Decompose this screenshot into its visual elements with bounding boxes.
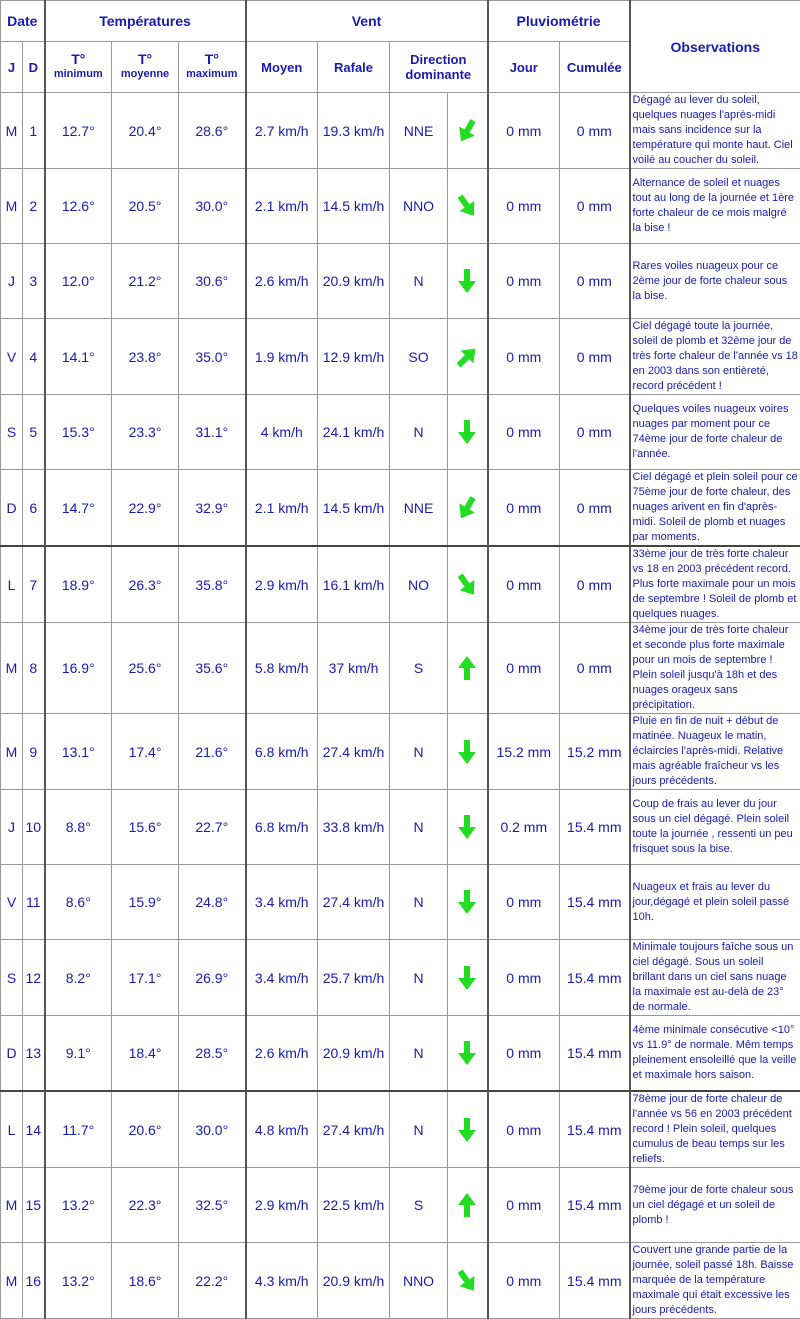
weekday-cell: L: [1, 1091, 23, 1168]
observation-cell: Dégagé au lever du soleil, quelques nuages l'après-midi mais sans incidence sur la température qui monte haut. Ciel voilé au coucher du soleil.: [630, 93, 800, 169]
header-date: Date: [1, 1, 45, 42]
header-rain-day: Jour: [488, 42, 560, 93]
weekday-cell: V: [1, 319, 23, 395]
header-wind: Vent: [246, 1, 488, 42]
weekday-cell: L: [1, 546, 23, 623]
rain-day-cell: 0 mm: [488, 470, 560, 547]
tmax-cell: 30.6°: [179, 244, 246, 319]
tavg-cell: 20.6°: [112, 1091, 179, 1168]
wind-gust-cell: 33.8 km/h: [318, 790, 390, 865]
wind-arrow-icon: [457, 1191, 477, 1219]
wind-arrow-cell: [448, 1016, 488, 1092]
rain-day-cell: 0 mm: [488, 319, 560, 395]
header-tmax: T° maximum: [179, 42, 246, 93]
wind-gust-cell: 37 km/h: [318, 623, 390, 714]
tmin-cell: 14.1°: [45, 319, 112, 395]
wind-arrow-icon: [457, 1267, 477, 1295]
wind-dir-cell: S: [390, 623, 448, 714]
observation-cell: 33ème jour de très forte chaleur vs 18 en 2003 précédent record. Plus forte maximale pour un mois de septembre ! Soleil de plomb et quelques nuages.: [630, 546, 800, 623]
wind-gust-cell: 25.7 km/h: [318, 940, 390, 1016]
wind-gust-cell: 19.3 km/h: [318, 93, 390, 169]
rain-cum-cell: 15.2 mm: [560, 714, 630, 790]
weekday-cell: M: [1, 169, 23, 244]
tmax-cell: 35.8°: [179, 546, 246, 623]
tmax-cell: 31.1°: [179, 395, 246, 470]
day-cell: 8: [23, 623, 45, 714]
wind-arrow-cell: [448, 169, 488, 244]
day-cell: 11: [23, 865, 45, 940]
wind-dir-cell: NNO: [390, 1243, 448, 1319]
wind-avg-cell: 1.9 km/h: [246, 319, 318, 395]
wind-arrow-cell: [448, 93, 488, 169]
tavg-cell: 15.9°: [112, 865, 179, 940]
rain-day-cell: 0 mm: [488, 1091, 560, 1168]
rain-cum-cell: 15.4 mm: [560, 940, 630, 1016]
wind-avg-cell: 2.9 km/h: [246, 1168, 318, 1243]
day-cell: 12: [23, 940, 45, 1016]
tmax-cell: 22.7°: [179, 790, 246, 865]
wind-arrow-cell: [448, 714, 488, 790]
wind-gust-cell: 20.9 km/h: [318, 244, 390, 319]
wind-dir-cell: NO: [390, 546, 448, 623]
tavg-cell: 17.1°: [112, 940, 179, 1016]
wind-arrow-cell: [448, 623, 488, 714]
tmax-cell: 21.6°: [179, 714, 246, 790]
wind-arrow-icon: [457, 267, 477, 295]
tmin-cell: 8.6°: [45, 865, 112, 940]
tavg-cell: 20.5°: [112, 169, 179, 244]
table-row: [1, 395, 800, 470]
wind-avg-cell: 4.8 km/h: [246, 1091, 318, 1168]
header-tavg: T° moyenne: [112, 42, 179, 93]
rain-cum-cell: 15.4 mm: [560, 1091, 630, 1168]
rain-day-cell: 0 mm: [488, 940, 560, 1016]
tavg-cell: 22.3°: [112, 1168, 179, 1243]
header-tmin: T° minimum: [45, 42, 112, 93]
tavg-cell: 15.6°: [112, 790, 179, 865]
wind-dir-cell: S: [390, 1168, 448, 1243]
tmin-cell: 13.2°: [45, 1243, 112, 1319]
tmax-cell: 30.0°: [179, 169, 246, 244]
wind-arrow-icon: [457, 343, 477, 371]
wind-arrow-icon: [457, 494, 477, 522]
tmin-cell: 12.0°: [45, 244, 112, 319]
day-cell: 1: [23, 93, 45, 169]
wind-avg-cell: 2.7 km/h: [246, 93, 318, 169]
tavg-cell: 26.3°: [112, 546, 179, 623]
observation-cell: 78ème jour de forte chaleur de l'année vs 56 en 2003 précédent record ! Plein soleil, quelques cumulus de beau temps sur les reliefs.: [630, 1091, 800, 1168]
weekday-cell: J: [1, 790, 23, 865]
rain-cum-cell: 15.4 mm: [560, 865, 630, 940]
table-row: [1, 623, 800, 714]
wind-arrow-cell: [448, 395, 488, 470]
weekday-cell: J: [1, 244, 23, 319]
rain-day-cell: 0 mm: [488, 546, 560, 623]
wind-arrow-icon: [457, 654, 477, 682]
table-row: [1, 546, 800, 623]
header-weekday: J: [1, 42, 23, 93]
wind-avg-cell: 6.8 km/h: [246, 790, 318, 865]
rain-cum-cell: 15.4 mm: [560, 1016, 630, 1092]
weekday-cell: M: [1, 1168, 23, 1243]
observation-cell: 4ème minimale consécutive <10° vs 11.9° de normale. Mêm temps pleinement ensoleillé que la veille et maximale hors saison.: [630, 1016, 800, 1092]
wind-dir-cell: N: [390, 790, 448, 865]
tmax-cell: 28.6°: [179, 93, 246, 169]
rain-cum-cell: 0 mm: [560, 319, 630, 395]
header-rain: Pluviométrie: [488, 1, 630, 42]
wind-arrow-icon: [457, 964, 477, 992]
rain-day-cell: 0 mm: [488, 93, 560, 169]
header-rain-cum: Cumulée: [560, 42, 630, 93]
wind-gust-cell: 14.5 km/h: [318, 169, 390, 244]
wind-dir-cell: N: [390, 1016, 448, 1092]
tavg-cell: 23.3°: [112, 395, 179, 470]
wind-avg-cell: 4.3 km/h: [246, 1243, 318, 1319]
observation-cell: Coup de frais au lever du jour sous un ciel dégagé. Plein soleil toute la journée , ressenti un peu frisquet sous la bise.: [630, 790, 800, 865]
rain-day-cell: 0 mm: [488, 1016, 560, 1092]
tmin-cell: 8.2°: [45, 940, 112, 1016]
day-cell: 9: [23, 714, 45, 790]
wind-dir-cell: SO: [390, 319, 448, 395]
header-wind-gust: Rafale: [318, 42, 390, 93]
table-row: [1, 865, 800, 940]
table-row: [1, 319, 800, 395]
rain-cum-cell: 0 mm: [560, 244, 630, 319]
tavg-cell: 23.8°: [112, 319, 179, 395]
rain-day-cell: 15.2 mm: [488, 714, 560, 790]
observation-cell: Ciel dégagé et plein soleil pour ce 75ème jour de forte chaleur, des nuages arivent en fin d'après-midi. Soleil de plomb et nuages par moments.: [630, 470, 800, 547]
wind-avg-cell: 2.9 km/h: [246, 546, 318, 623]
wind-dir-cell: N: [390, 714, 448, 790]
rain-day-cell: 0 mm: [488, 169, 560, 244]
wind-avg-cell: 2.6 km/h: [246, 244, 318, 319]
observation-cell: Quelques voiles nuageux voires nuages par moment pour ce 74ème jour de forte chaleur de l'année.: [630, 395, 800, 470]
wind-gust-cell: 16.1 km/h: [318, 546, 390, 623]
wind-arrow-icon: [457, 192, 477, 220]
wind-arrow-cell: [448, 1168, 488, 1243]
tmin-cell: 18.9°: [45, 546, 112, 623]
rain-day-cell: 0 mm: [488, 865, 560, 940]
wind-gust-cell: 12.9 km/h: [318, 319, 390, 395]
rain-day-cell: 0 mm: [488, 623, 560, 714]
wind-arrow-cell: [448, 865, 488, 940]
header-observations: Observations: [630, 1, 800, 93]
day-cell: 15: [23, 1168, 45, 1243]
wind-avg-cell: 3.4 km/h: [246, 940, 318, 1016]
rain-cum-cell: 0 mm: [560, 623, 630, 714]
rain-day-cell: 0 mm: [488, 1243, 560, 1319]
wind-dir-cell: N: [390, 865, 448, 940]
observation-cell: Couvert une grande partie de la journée, soleil passé 18h. Baisse marquée de la température maximale qui était excessive les jours précédents.: [630, 1243, 800, 1319]
tmin-cell: 12.7°: [45, 93, 112, 169]
observation-cell: Rares voiles nuageux pour ce 2ème jour de forte chaleur sous la bise.: [630, 244, 800, 319]
table-row: [1, 1091, 800, 1168]
tmin-cell: 13.2°: [45, 1168, 112, 1243]
observation-cell: 79ème jour de forte chaleur sous un ciel dégagé et un soleil de plomb !: [630, 1168, 800, 1243]
tavg-cell: 25.6°: [112, 623, 179, 714]
day-cell: 5: [23, 395, 45, 470]
wind-gust-cell: 20.9 km/h: [318, 1243, 390, 1319]
observation-cell: Minimale toujours faîche sous un ciel dégagé. Sous un soleil brillant dans un ciel sans nuage la maximale est au-delà de 23° de normale.: [630, 940, 800, 1016]
tmax-cell: 30.0°: [179, 1091, 246, 1168]
tmax-cell: 28.5°: [179, 1016, 246, 1092]
table-row: [1, 1243, 800, 1319]
tmax-cell: 32.5°: [179, 1168, 246, 1243]
tmax-cell: 26.9°: [179, 940, 246, 1016]
tmin-cell: 9.1°: [45, 1016, 112, 1092]
day-cell: 3: [23, 244, 45, 319]
header-temperatures: Températures: [45, 1, 246, 42]
wind-dir-cell: N: [390, 940, 448, 1016]
wind-arrow-cell: [448, 940, 488, 1016]
wind-avg-cell: 6.8 km/h: [246, 714, 318, 790]
wind-gust-cell: 20.9 km/h: [318, 1016, 390, 1092]
tmax-cell: 32.9°: [179, 470, 246, 547]
tmax-cell: 35.6°: [179, 623, 246, 714]
weekday-cell: M: [1, 93, 23, 169]
header-wind-avg: Moyen: [246, 42, 318, 93]
wind-dir-cell: NNE: [390, 470, 448, 547]
wind-arrow-cell: [448, 319, 488, 395]
table-row: [1, 93, 800, 169]
weekday-cell: V: [1, 865, 23, 940]
wind-arrow-icon: [457, 418, 477, 446]
observation-cell: Alternance de soleil et nuages tout au long de la journée et 1ère forte chaleur de ce mois malgré la bise !: [630, 169, 800, 244]
tmin-cell: 12.6°: [45, 169, 112, 244]
wind-arrow-icon: [457, 117, 477, 145]
header-day: D: [23, 42, 45, 93]
wind-gust-cell: 22.5 km/h: [318, 1168, 390, 1243]
tmax-cell: 24.8°: [179, 865, 246, 940]
wind-dir-cell: N: [390, 395, 448, 470]
wind-gust-cell: 27.4 km/h: [318, 714, 390, 790]
wind-arrow-icon: [457, 571, 477, 599]
wind-arrow-cell: [448, 546, 488, 623]
tmax-cell: 35.0°: [179, 319, 246, 395]
tavg-cell: 17.4°: [112, 714, 179, 790]
day-cell: 6: [23, 470, 45, 547]
wind-avg-cell: 2.1 km/h: [246, 169, 318, 244]
wind-arrow-icon: [457, 1116, 477, 1144]
observation-cell: 34ème jour de très forte chaleur et seconde plus forte maximale pour un mois de septembre ! Plein soleil jusqu'à 18h et des nuages orageux sans précipitation.: [630, 623, 800, 714]
tavg-cell: 18.6°: [112, 1243, 179, 1319]
wind-arrow-cell: [448, 470, 488, 547]
rain-cum-cell: 15.4 mm: [560, 1243, 630, 1319]
weekday-cell: M: [1, 1243, 23, 1319]
day-cell: 4: [23, 319, 45, 395]
wind-dir-cell: N: [390, 1091, 448, 1168]
table-row: [1, 470, 800, 547]
table-row: [1, 940, 800, 1016]
wind-arrow-icon: [457, 888, 477, 916]
tmin-cell: 13.1°: [45, 714, 112, 790]
tmin-cell: 8.8°: [45, 790, 112, 865]
table-row: [1, 790, 800, 865]
tmin-cell: 16.9°: [45, 623, 112, 714]
wind-dir-cell: NNE: [390, 93, 448, 169]
observation-cell: Ciel dégagé toute la journée, soleil de plomb et 32ème jour de très forte chaleur de l'année vs 18 en 2003 dans son entièreté, record précédent !: [630, 319, 800, 395]
rain-day-cell: 0 mm: [488, 395, 560, 470]
day-cell: 2: [23, 169, 45, 244]
table-row: [1, 169, 800, 244]
tmin-cell: 14.7°: [45, 470, 112, 547]
wind-avg-cell: 2.1 km/h: [246, 470, 318, 547]
wind-dir-cell: NNO: [390, 169, 448, 244]
wind-gust-cell: 14.5 km/h: [318, 470, 390, 547]
rain-cum-cell: 0 mm: [560, 169, 630, 244]
tavg-cell: 21.2°: [112, 244, 179, 319]
rain-cum-cell: 0 mm: [560, 93, 630, 169]
tmin-cell: 15.3°: [45, 395, 112, 470]
tmax-cell: 22.2°: [179, 1243, 246, 1319]
wind-arrow-cell: [448, 790, 488, 865]
rain-cum-cell: 0 mm: [560, 546, 630, 623]
day-cell: 13: [23, 1016, 45, 1092]
wind-dir-cell: N: [390, 244, 448, 319]
day-cell: 10: [23, 790, 45, 865]
weekday-cell: S: [1, 940, 23, 1016]
table-row: [1, 1168, 800, 1243]
wind-gust-cell: 27.4 km/h: [318, 865, 390, 940]
weekday-cell: M: [1, 623, 23, 714]
day-cell: 14: [23, 1091, 45, 1168]
tmin-cell: 11.7°: [45, 1091, 112, 1168]
weekday-cell: M: [1, 714, 23, 790]
observation-cell: Pluie en fin de nuit + début de matinée. Nuageux le matin, éclaircies l'après-midi. Relative mais agréable fraîcheur vs les jours précédents.: [630, 714, 800, 790]
header-wind-dir: Direction dominante: [390, 42, 488, 93]
wind-arrow-cell: [448, 1091, 488, 1168]
day-cell: 16: [23, 1243, 45, 1319]
wind-avg-cell: 5.8 km/h: [246, 623, 318, 714]
rain-cum-cell: 0 mm: [560, 395, 630, 470]
wind-avg-cell: 3.4 km/h: [246, 865, 318, 940]
wind-arrow-icon: [457, 738, 477, 766]
rain-cum-cell: 0 mm: [560, 470, 630, 547]
tavg-cell: 20.4°: [112, 93, 179, 169]
wind-avg-cell: 4 km/h: [246, 395, 318, 470]
observation-cell: Nuageux et frais au lever du jour,dégagé et plein soleil passé 10h.: [630, 865, 800, 940]
rain-day-cell: 0 mm: [488, 1168, 560, 1243]
weekday-cell: D: [1, 470, 23, 547]
rain-cum-cell: 15.4 mm: [560, 1168, 630, 1243]
weekday-cell: S: [1, 395, 23, 470]
table-row: [1, 714, 800, 790]
rain-day-cell: 0 mm: [488, 244, 560, 319]
rain-day-cell: 0.2 mm: [488, 790, 560, 865]
wind-arrow-icon: [457, 813, 477, 841]
wind-arrow-cell: [448, 244, 488, 319]
table-row: [1, 1016, 800, 1092]
tavg-cell: 18.4°: [112, 1016, 179, 1092]
wind-avg-cell: 2.6 km/h: [246, 1016, 318, 1092]
day-cell: 7: [23, 546, 45, 623]
tavg-cell: 22.9°: [112, 470, 179, 547]
wind-arrow-cell: [448, 1243, 488, 1319]
wind-gust-cell: 27.4 km/h: [318, 1091, 390, 1168]
wind-gust-cell: 24.1 km/h: [318, 395, 390, 470]
rain-cum-cell: 15.4 mm: [560, 790, 630, 865]
weekday-cell: D: [1, 1016, 23, 1092]
table-row: [1, 244, 800, 319]
wind-arrow-icon: [457, 1039, 477, 1067]
